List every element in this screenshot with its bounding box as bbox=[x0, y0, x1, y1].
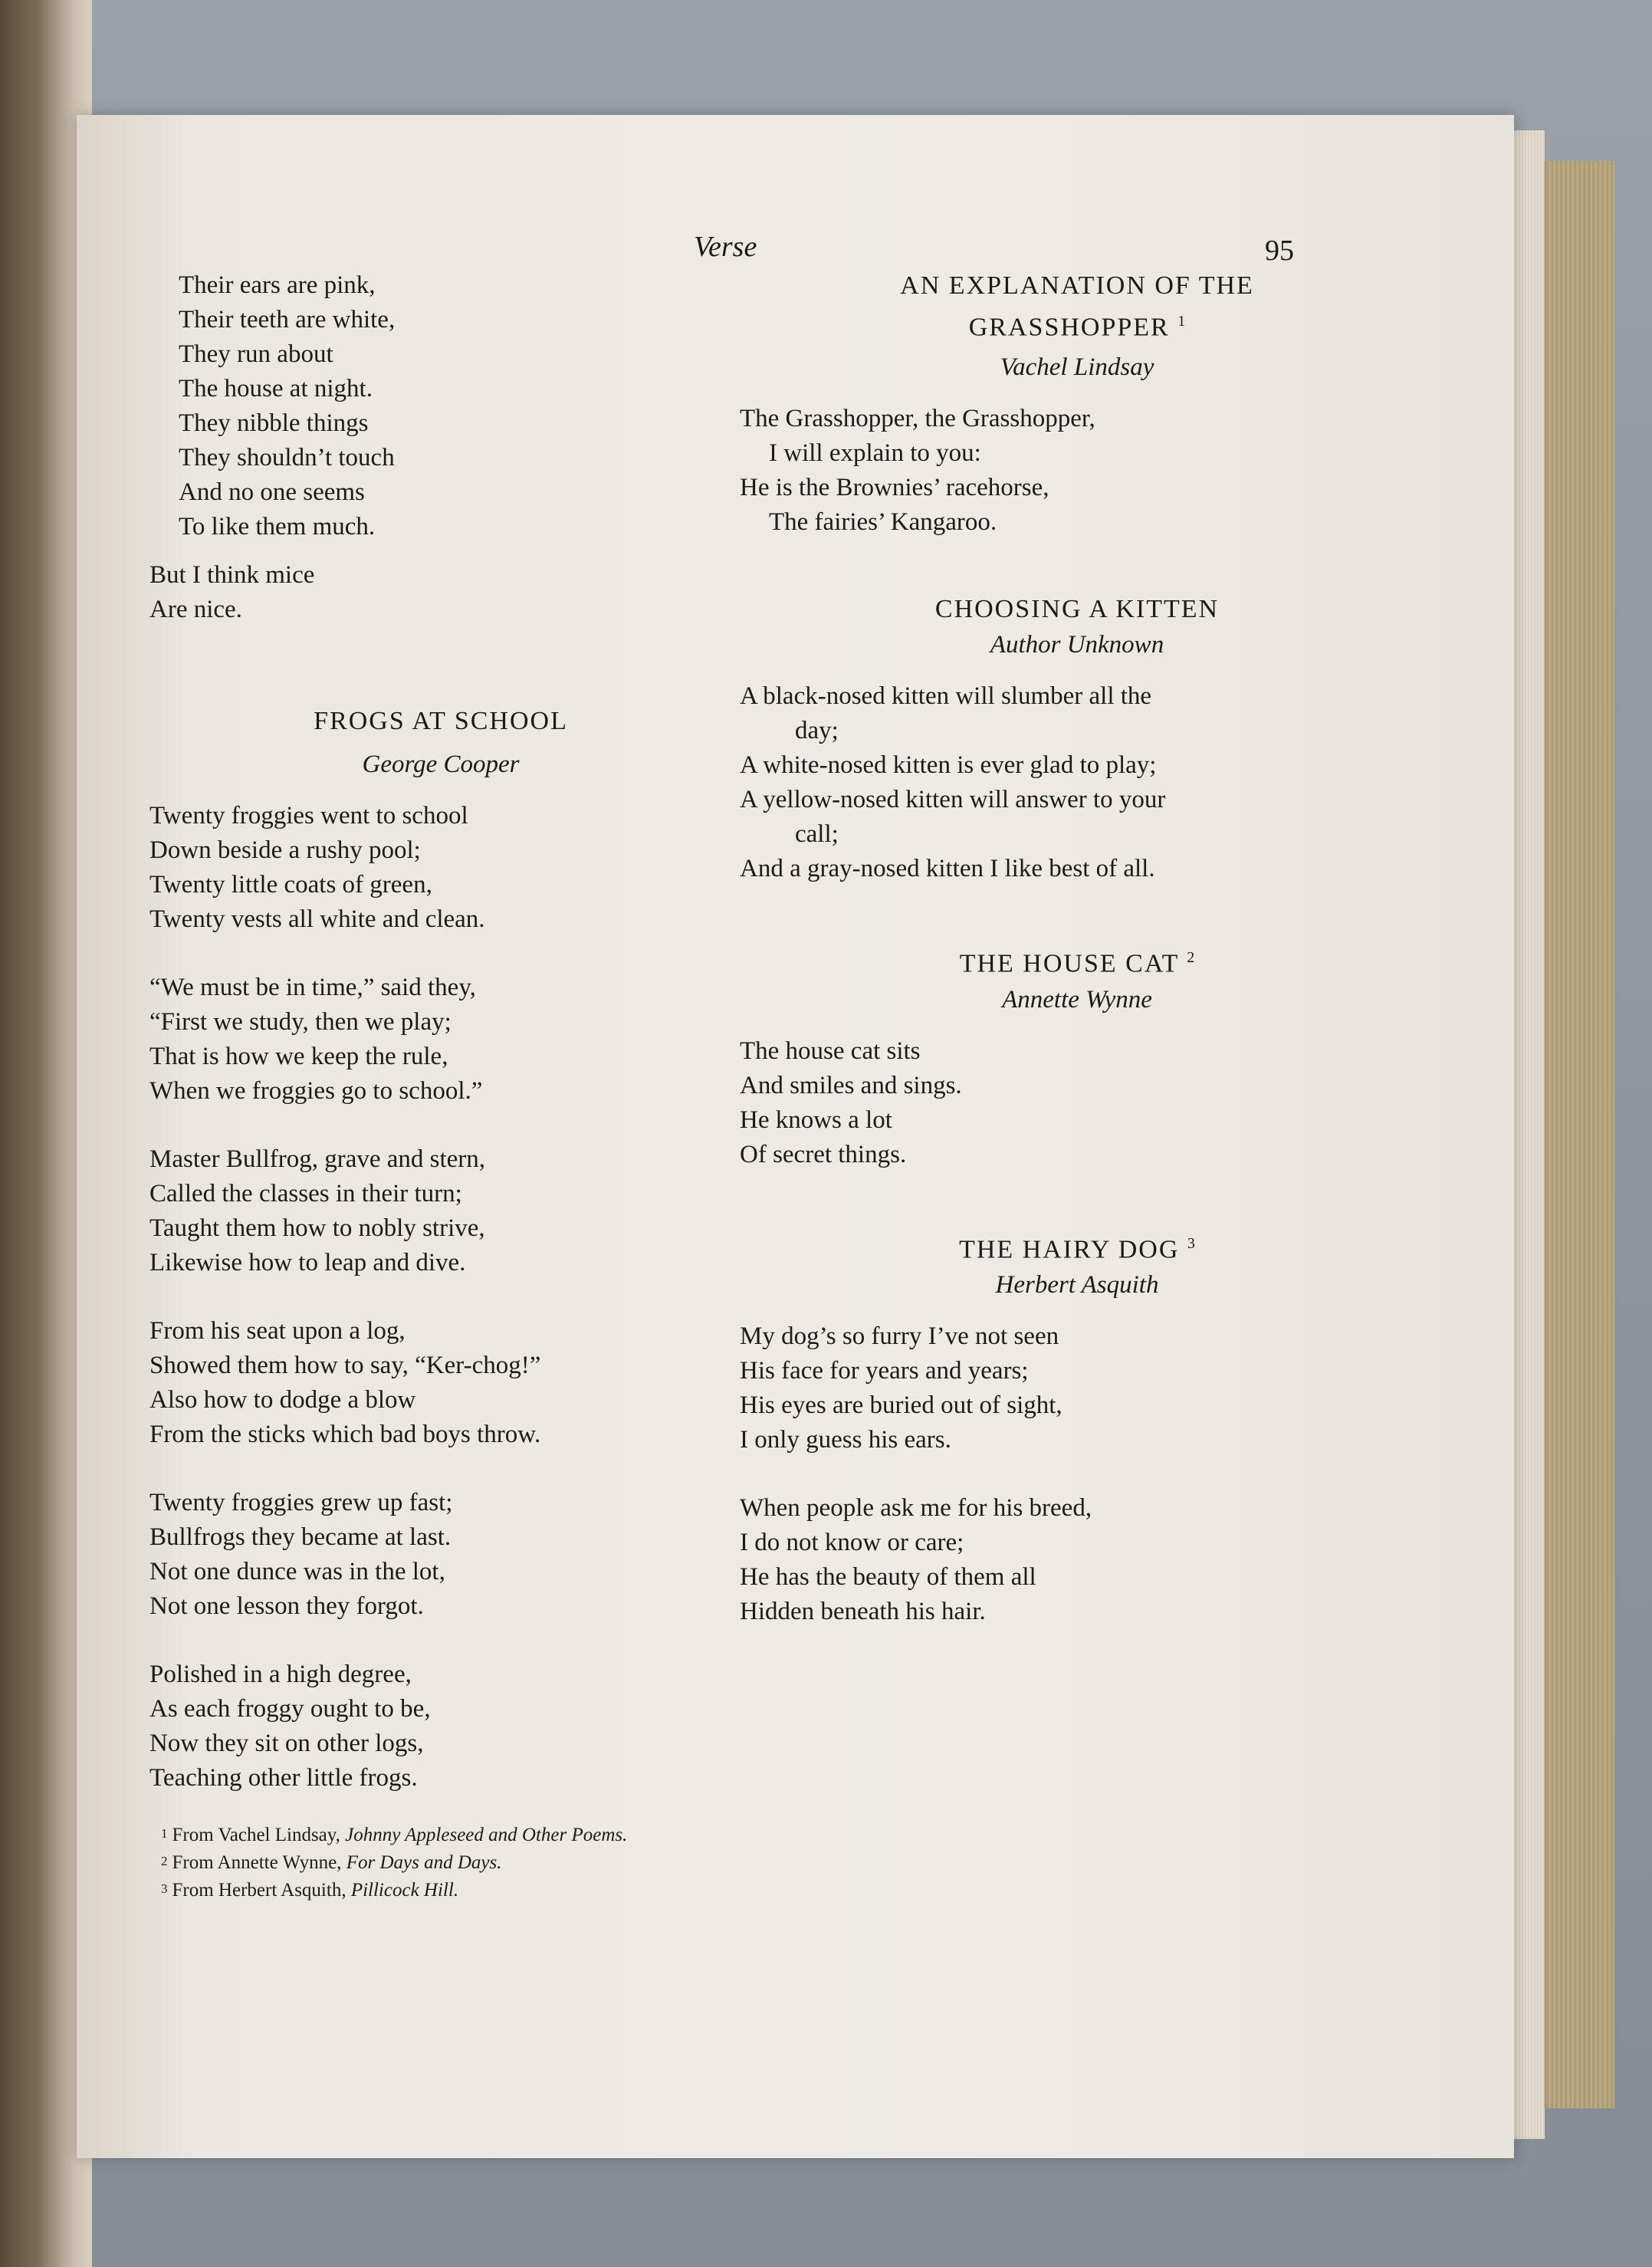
verse-line: And no one seems bbox=[179, 478, 365, 506]
verse-line: call; bbox=[795, 820, 839, 849]
footnote-work: Pillicock Hill. bbox=[350, 1880, 459, 1901]
poem-frogs-at-school bbox=[149, 704, 732, 1796]
verse-line: Bullfrogs they became at last. bbox=[149, 1523, 452, 1551]
verse-line: The house at night. bbox=[179, 375, 373, 402]
book-page bbox=[77, 115, 1514, 2158]
footnote-text: From Herbert Asquith, bbox=[172, 1880, 351, 1901]
poem-title-line: GRASSHOPPER bbox=[968, 313, 1170, 342]
verse-line: From his seat upon a log, bbox=[149, 1317, 406, 1345]
verse-line: A black-nosed kitten will slumber all the bbox=[740, 682, 1152, 711]
verse-line: His face for years and years; bbox=[740, 1356, 1029, 1385]
page-number: 95 bbox=[1265, 235, 1294, 267]
verse-line: day; bbox=[795, 717, 839, 745]
verse-line: His eyes are buried out of sight, bbox=[740, 1391, 1062, 1419]
book-cover-right bbox=[1541, 161, 1614, 2108]
poem-title bbox=[740, 304, 1414, 345]
verse-line: Twenty little coats of green, bbox=[149, 871, 432, 899]
verse-line: Twenty froggies went to school bbox=[149, 802, 468, 830]
verse-line: To like them much. bbox=[179, 513, 376, 540]
poem-the-house-cat bbox=[740, 940, 1414, 1171]
verse-line: Of secret things. bbox=[740, 1140, 907, 1168]
verse-line: Taught them how to nobly strive, bbox=[149, 1214, 485, 1242]
verse-line: The Grasshopper, the Grasshopper, bbox=[740, 405, 1095, 433]
verse-line: They shouldn’t touch bbox=[179, 444, 395, 471]
verse-line: He is the Brownies’ racehorse, bbox=[740, 474, 1049, 502]
poem-title bbox=[740, 268, 1414, 304]
verse-line: “We must be in time,” said they, bbox=[149, 974, 476, 1001]
poem-choosing-a-kitten bbox=[740, 592, 1414, 886]
verse-line: A yellow-nosed kitten will answer to your bbox=[740, 786, 1166, 814]
left-column bbox=[149, 268, 732, 1796]
footnote-mark: 1 bbox=[1177, 313, 1186, 330]
verse-line: Polished in a high degree, bbox=[149, 1661, 412, 1688]
poem-title bbox=[740, 940, 1414, 981]
poem-title bbox=[740, 1226, 1414, 1267]
verse-line: Hidden beneath his hair. bbox=[740, 1597, 986, 1625]
footnote bbox=[161, 1876, 1004, 1904]
verse-line: My dog’s so furry I’ve not seen bbox=[740, 1322, 1059, 1350]
footnote-text: From Vachel Lindsay, bbox=[172, 1825, 346, 1845]
verse-line: They nibble things bbox=[179, 409, 369, 437]
verse-line: He knows a lot bbox=[740, 1106, 892, 1134]
footnotes bbox=[161, 1821, 1004, 1904]
right-column bbox=[740, 268, 1414, 1629]
verse-line: Likewise how to leap and dive. bbox=[149, 1249, 466, 1276]
footnote bbox=[161, 1821, 1004, 1848]
poem-author: Annette Wynne bbox=[1002, 985, 1152, 1014]
footnote-number: 2 bbox=[161, 1854, 168, 1868]
poem-author: Vachel Lindsay bbox=[1000, 353, 1154, 382]
running-header: Verse bbox=[694, 231, 757, 263]
poem-title: CHOOSING A KITTEN bbox=[934, 595, 1220, 624]
poem-author: George Cooper bbox=[362, 751, 520, 778]
verse-line: Not one dunce was in the lot, bbox=[149, 1558, 445, 1585]
poem-title-text: THE HOUSE CAT bbox=[959, 949, 1179, 978]
verse-line: Their ears are pink, bbox=[179, 271, 376, 299]
verse-line: I will explain to you: bbox=[769, 439, 981, 468]
footnote-work: Johnny Appleseed and Other Poems. bbox=[345, 1825, 628, 1845]
verse-line: The fairies’ Kangaroo. bbox=[769, 508, 997, 537]
verse-line: Showed them how to say, “Ker-chog!” bbox=[149, 1352, 541, 1379]
verse-line: Called the classes in their turn; bbox=[149, 1180, 462, 1207]
verse-line: I do not know or care; bbox=[740, 1528, 964, 1556]
mice-poem-end bbox=[149, 268, 732, 627]
verse-line: Now they sit on other logs, bbox=[149, 1730, 424, 1757]
verse-line: He has the beauty of them all bbox=[740, 1562, 1036, 1591]
poem-title-line: AN EXPLANATION OF THE bbox=[900, 271, 1254, 300]
verse-line: Their teeth are white, bbox=[179, 306, 396, 333]
verse-line: That is how we keep the rule, bbox=[149, 1043, 448, 1070]
poem-author: Author Unknown bbox=[990, 631, 1164, 659]
poem-title: FROGS AT SCHOOL bbox=[314, 707, 568, 735]
verse-line: But I think mice bbox=[149, 561, 315, 589]
verse-line: Teaching other little frogs. bbox=[149, 1764, 418, 1792]
verse-line: Master Bullfrog, grave and stern, bbox=[149, 1145, 486, 1173]
poem-title-text: THE HAIRY DOG bbox=[959, 1234, 1180, 1263]
footnote-number: 3 bbox=[161, 1881, 168, 1896]
verse-line: Down beside a rushy pool; bbox=[149, 836, 421, 864]
footnote-mark: 2 bbox=[1187, 949, 1195, 967]
verse-line: The house cat sits bbox=[740, 1037, 921, 1065]
verse-line: A white-nosed kitten is ever glad to play; bbox=[740, 751, 1157, 780]
verse-line: When we froggies go to school.” bbox=[149, 1077, 483, 1105]
verse-line: When people ask me for his breed, bbox=[740, 1493, 1092, 1522]
verse-line: Are nice. bbox=[149, 596, 242, 623]
poem-grasshopper bbox=[740, 268, 1414, 540]
verse-line: As each froggy ought to be, bbox=[149, 1695, 431, 1723]
verse-line: I only guess his ears. bbox=[740, 1425, 951, 1454]
footnote bbox=[161, 1848, 1004, 1876]
verse-line: Twenty froggies grew up fast; bbox=[149, 1489, 453, 1516]
verse-line: And smiles and sings. bbox=[740, 1071, 962, 1099]
verse-line: They run about bbox=[179, 340, 333, 368]
footnote-number: 1 bbox=[161, 1826, 168, 1841]
footnote-work: For Days and Days. bbox=[346, 1852, 502, 1873]
footnote-mark: 3 bbox=[1187, 1234, 1195, 1252]
poem-the-hairy-dog bbox=[740, 1226, 1414, 1629]
verse-line: Not one lesson they forgot. bbox=[149, 1592, 424, 1620]
verse-line: Twenty vests all white and clean. bbox=[149, 905, 485, 933]
verse-line: “First we study, then we play; bbox=[149, 1008, 452, 1036]
verse-line: And a gray-nosed kitten I like best of all. bbox=[740, 855, 1155, 883]
poem-author: Herbert Asquith bbox=[995, 1270, 1159, 1299]
footnote-text: From Annette Wynne, bbox=[172, 1852, 346, 1873]
verse-line: From the sticks which bad boys throw. bbox=[149, 1421, 541, 1448]
verse-line: Also how to dodge a blow bbox=[149, 1386, 416, 1414]
